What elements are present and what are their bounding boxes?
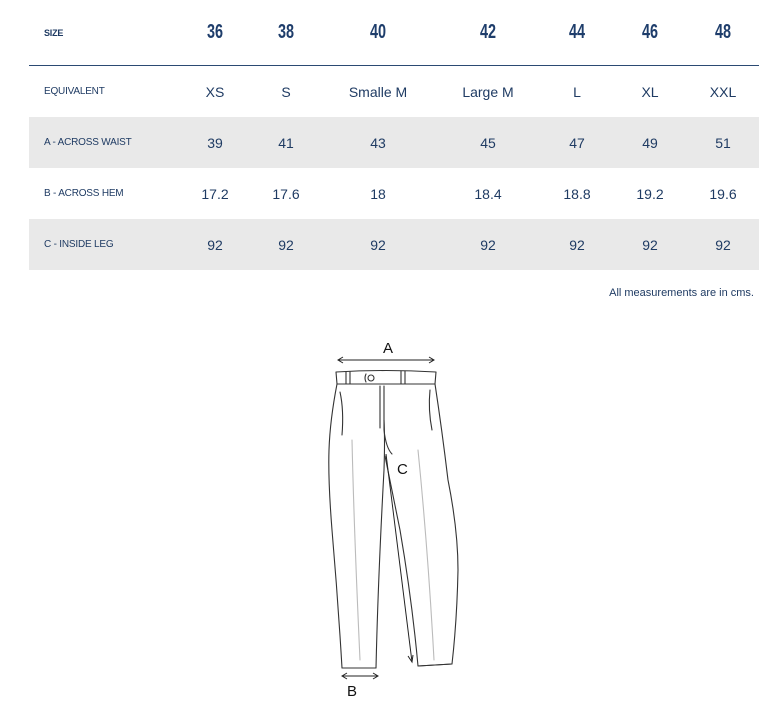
size-header-cell: 40 bbox=[337, 0, 419, 66]
table-cell: 51 bbox=[687, 117, 759, 168]
table-cell: 92 bbox=[179, 219, 251, 270]
row-label: C - INSIDE LEG bbox=[29, 219, 179, 270]
table-cell: 18.4 bbox=[474, 185, 502, 202]
table-cell: 19.2 bbox=[636, 185, 664, 202]
table-cell: 92 bbox=[435, 219, 541, 270]
table-cell: 39 bbox=[179, 117, 251, 168]
waist-button bbox=[368, 375, 374, 381]
table-cell: L bbox=[573, 83, 581, 100]
table-row-across-waist bbox=[29, 117, 759, 168]
table-cell: XXL bbox=[709, 83, 737, 100]
table-cell: Smalle M bbox=[348, 83, 408, 100]
row-label: A - ACROSS WAIST bbox=[29, 117, 179, 168]
size-header-cell: 44 bbox=[551, 0, 603, 66]
table-cell: 92 bbox=[613, 219, 687, 270]
size-header-cell: 38 bbox=[261, 0, 311, 66]
size-header-cell: 36 bbox=[189, 0, 241, 66]
size-header-label: SIZE bbox=[29, 0, 179, 66]
table-cell: 41 bbox=[251, 117, 321, 168]
table-cell: 43 bbox=[321, 117, 435, 168]
label-a: A bbox=[383, 340, 394, 357]
left-leg-outline bbox=[329, 384, 385, 668]
table-row-equivalent bbox=[29, 66, 759, 118]
label-c: C bbox=[397, 461, 408, 478]
table-cell: 18.8 bbox=[563, 185, 591, 202]
table-row-across-hem bbox=[29, 168, 759, 219]
measurement-note: All measurements are in cms. bbox=[609, 287, 754, 299]
trousers-illustration bbox=[300, 330, 500, 710]
table-cell: 18 bbox=[370, 185, 386, 202]
table-cell: Large M bbox=[462, 83, 514, 100]
table-cell: 45 bbox=[435, 117, 541, 168]
right-leg-outline bbox=[385, 384, 458, 666]
table-cell: 17.2 bbox=[201, 185, 229, 202]
row-label: EQUIVALENT bbox=[44, 86, 105, 97]
size-header-cell: 46 bbox=[623, 0, 676, 66]
table-cell: 49 bbox=[613, 117, 687, 168]
waistband-outline bbox=[336, 371, 436, 385]
row-label: B - ACROSS HEM bbox=[44, 188, 124, 199]
table-cell: XL bbox=[641, 83, 659, 100]
table-cell: 92 bbox=[251, 219, 321, 270]
label-b: B bbox=[347, 683, 358, 700]
size-header-cell: 48 bbox=[697, 0, 749, 66]
trousers-diagram bbox=[300, 330, 500, 710]
table-cell: 17.6 bbox=[272, 185, 300, 202]
size-chart-table bbox=[29, 0, 759, 270]
measure-arrow-c bbox=[386, 454, 412, 662]
table-cell: 19.6 bbox=[709, 185, 737, 202]
table-row-inside-leg bbox=[29, 219, 759, 270]
table-cell: S bbox=[281, 83, 291, 100]
table-cell: 92 bbox=[321, 219, 435, 270]
size-header-cell: 42 bbox=[450, 0, 526, 66]
table-cell: XS bbox=[205, 83, 225, 100]
table-cell: 92 bbox=[687, 219, 759, 270]
size-header-row bbox=[29, 0, 759, 66]
table-cell: 47 bbox=[541, 117, 613, 168]
table-cell: 92 bbox=[541, 219, 613, 270]
